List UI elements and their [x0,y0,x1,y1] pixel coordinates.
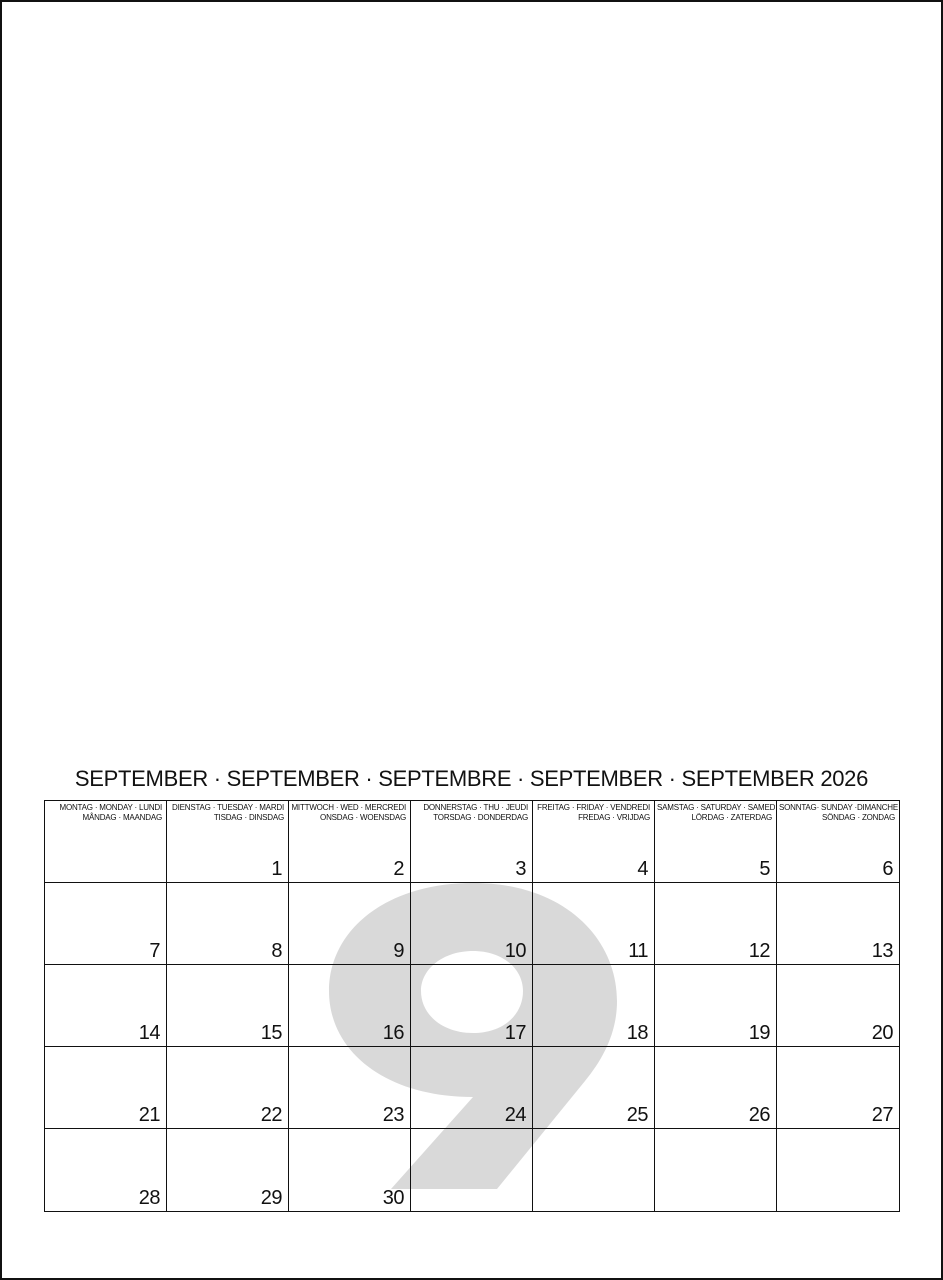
day-number: 24 [504,1104,526,1126]
weekday-name-line2: ONSDAG · WOENSDAG [320,813,406,822]
day-number: 21 [138,1104,160,1126]
month-title: SEPTEMBER · SEPTEMBER · SEPTEMBRE · SEPTEMBER · SEPTEMBER 2026 [74,766,869,791]
day-cell [411,1047,533,1129]
day-cell [289,1129,411,1211]
day-cell [777,1047,899,1129]
weekday-header [169,803,284,823]
day-cell [655,1047,777,1129]
day-number: 18 [626,1022,648,1044]
weekday-name-line1: DONNERSTAG · THU · JEUDI [423,803,528,812]
weekday-name-line2: MÅNDAG · MAANDAG [82,813,162,822]
day-cell [533,1129,655,1211]
day-number: 13 [871,940,893,962]
day-cell [45,801,167,883]
day-cell [533,1047,655,1129]
day-cell [777,883,899,965]
day-cell [777,801,899,883]
day-number: 2 [393,858,404,880]
day-cell [45,965,167,1047]
day-number: 11 [628,940,648,962]
day-cell [533,883,655,965]
day-cell [289,1047,411,1129]
day-cell [777,965,899,1047]
weekday-name-line1: FREITAG · FRIDAY · VENDREDI [537,803,650,812]
day-number: 6 [882,858,893,880]
weekday-name-line2: LÖRDAG · ZATERDAG [691,813,772,822]
day-cell [45,1129,167,1211]
day-number: 26 [748,1104,770,1126]
day-number: 1 [271,858,282,880]
day-number: 29 [260,1187,282,1209]
day-number: 22 [260,1104,282,1126]
weekday-name-line1: DIENSTAG · TUESDAY · MARDI [172,803,284,812]
day-cell [167,1047,289,1129]
day-number: 10 [504,940,526,962]
weekday-header [779,803,899,823]
day-number: 23 [382,1104,404,1126]
day-number: 12 [748,940,770,962]
day-cell [167,801,289,883]
weekday-header [291,803,406,823]
day-number: 25 [626,1104,648,1126]
day-number: 15 [260,1022,282,1044]
day-number: 17 [504,1022,526,1044]
day-cell [289,883,411,965]
weekday-header [535,803,650,823]
weekday-name-line1: SAMSTAG · SATURDAY · SAMEDI [657,803,778,812]
day-cell [411,801,533,883]
weekday-name-line2: SÖNDAG · ZONDAG [821,813,895,822]
day-cell [167,965,289,1047]
weekday-name-line2: FREDAG · VRIJDAG [578,813,650,822]
day-number: 3 [515,858,526,880]
day-number: 27 [871,1104,893,1126]
weekday-name-line1: MONTAG · MONDAY · LUNDI [59,803,162,812]
day-cell [289,965,411,1047]
day-number: 30 [382,1187,404,1209]
weekday-name-line2: TORSDAG · DONDERDAG [433,813,528,822]
weekday-header [47,803,162,823]
day-cell [655,883,777,965]
day-cell [655,1129,777,1211]
day-number: 16 [382,1022,404,1044]
day-cell [289,801,411,883]
day-number: 19 [748,1022,770,1044]
day-number: 7 [149,940,160,962]
day-cell [45,1047,167,1129]
day-cell [411,965,533,1047]
day-cell [533,801,655,883]
day-cell [655,965,777,1047]
day-number: 28 [138,1187,160,1209]
weekday-name-line1: SONNTAG· SUNDAY ·DIMANCHE [779,803,899,812]
day-cell [777,1129,899,1211]
weekday-header [657,803,778,823]
day-cell [411,1129,533,1211]
day-cell [45,883,167,965]
day-number: 8 [271,940,282,962]
weekday-header [413,803,528,823]
day-number: 4 [637,858,648,880]
calendar-grid [44,800,900,1212]
day-cell [655,801,777,883]
weekday-name-line2: TISDAG · DINSDAG [213,813,284,822]
day-number: 20 [871,1022,893,1044]
day-cell [167,883,289,965]
day-number: 9 [393,940,404,962]
day-cell [411,883,533,965]
weekday-name-line1: MITTWOCH · WED · MERCREDI [291,803,406,812]
day-cell [533,965,655,1047]
day-number: 5 [759,858,770,880]
day-number: 14 [138,1022,160,1044]
day-cell [167,1129,289,1211]
